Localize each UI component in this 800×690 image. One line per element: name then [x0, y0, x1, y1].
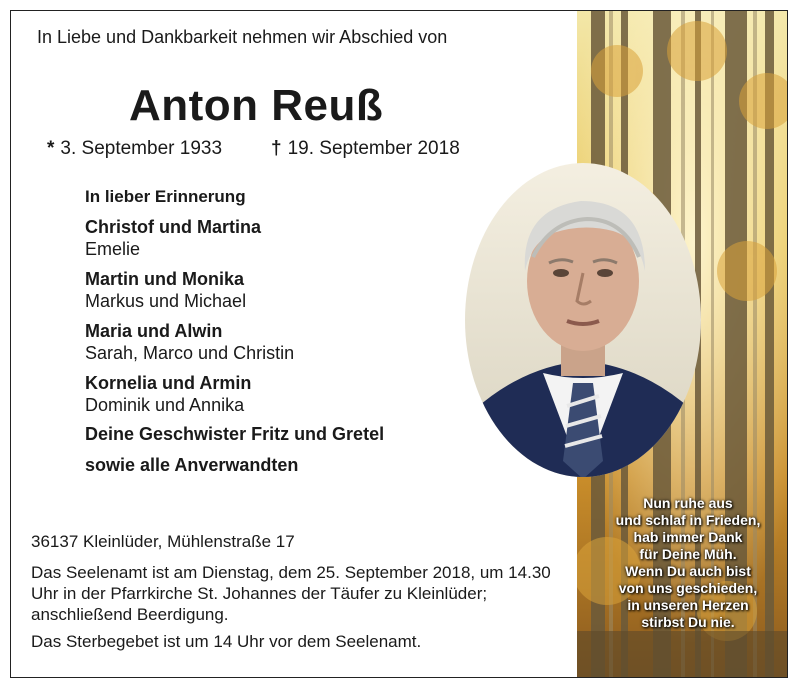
poem-line: in unseren Herzen [627, 597, 749, 613]
family-parents: Kornelia und Armin [85, 373, 252, 393]
obituary-card [10, 10, 788, 678]
family-children: Emelie [85, 239, 141, 259]
family-children: Markus und Michael [85, 291, 247, 311]
poem-line: hab immer Dank [633, 529, 743, 545]
siblings-line: Deine Geschwister Fritz und Gretel [85, 424, 385, 444]
relatives-line: sowie alle Anverwandten [85, 455, 299, 475]
family-children: Sarah, Marco und Christin [85, 343, 295, 363]
poem-line: Nun ruhe aus [643, 495, 733, 511]
poem-line: Wenn Du auch bist [625, 563, 751, 579]
remembrance-heading: In lieber Erinnerung [85, 187, 246, 206]
prayer-text: Das Sterbegebet ist um 14 Uhr vor dem Seelenamt. [31, 632, 422, 651]
mourners-list [85, 187, 505, 476]
address: 36137 Kleinlüder, Mühlenstraße 17 [31, 532, 295, 551]
requiem-text: Das Seelenamt ist am Dienstag, dem 25. September 2018, um 14.30 Uhr in der Pfarrkirche St. Johannes der Täufer zu Kleinlüder; anschließend Beerdigung. [31, 563, 551, 624]
deceased-name: Anton Reuß [129, 81, 384, 130]
birth-symbol: * [47, 138, 55, 159]
poem-line: und schlaf in Frieden, [615, 512, 761, 528]
family-group [85, 216, 505, 260]
poem-line: von uns geschieden, [618, 580, 758, 596]
death-date-text: 19. September 2018 [287, 138, 460, 159]
family-parents: Martin und Monika [85, 269, 244, 289]
death-symbol: † [271, 138, 282, 159]
birth-date [47, 138, 222, 160]
death-date [271, 138, 460, 160]
family-children: Dominik und Annika [85, 395, 245, 415]
poem [593, 495, 783, 631]
family-group [85, 372, 505, 416]
family-group [85, 320, 505, 364]
poem-line: stirbst Du nie. [641, 614, 735, 630]
poem-line: für Deine Müh. [639, 546, 737, 562]
family-parents: Maria und Alwin [85, 321, 223, 341]
family-parents: Christof und Martina [85, 217, 261, 237]
birth-date-text: 3. September 1933 [60, 138, 223, 159]
family-group [85, 268, 505, 312]
intro-text: In Liebe und Dankbarkeit nehmen wir Abschied von [37, 27, 448, 47]
service-info [31, 531, 571, 658]
